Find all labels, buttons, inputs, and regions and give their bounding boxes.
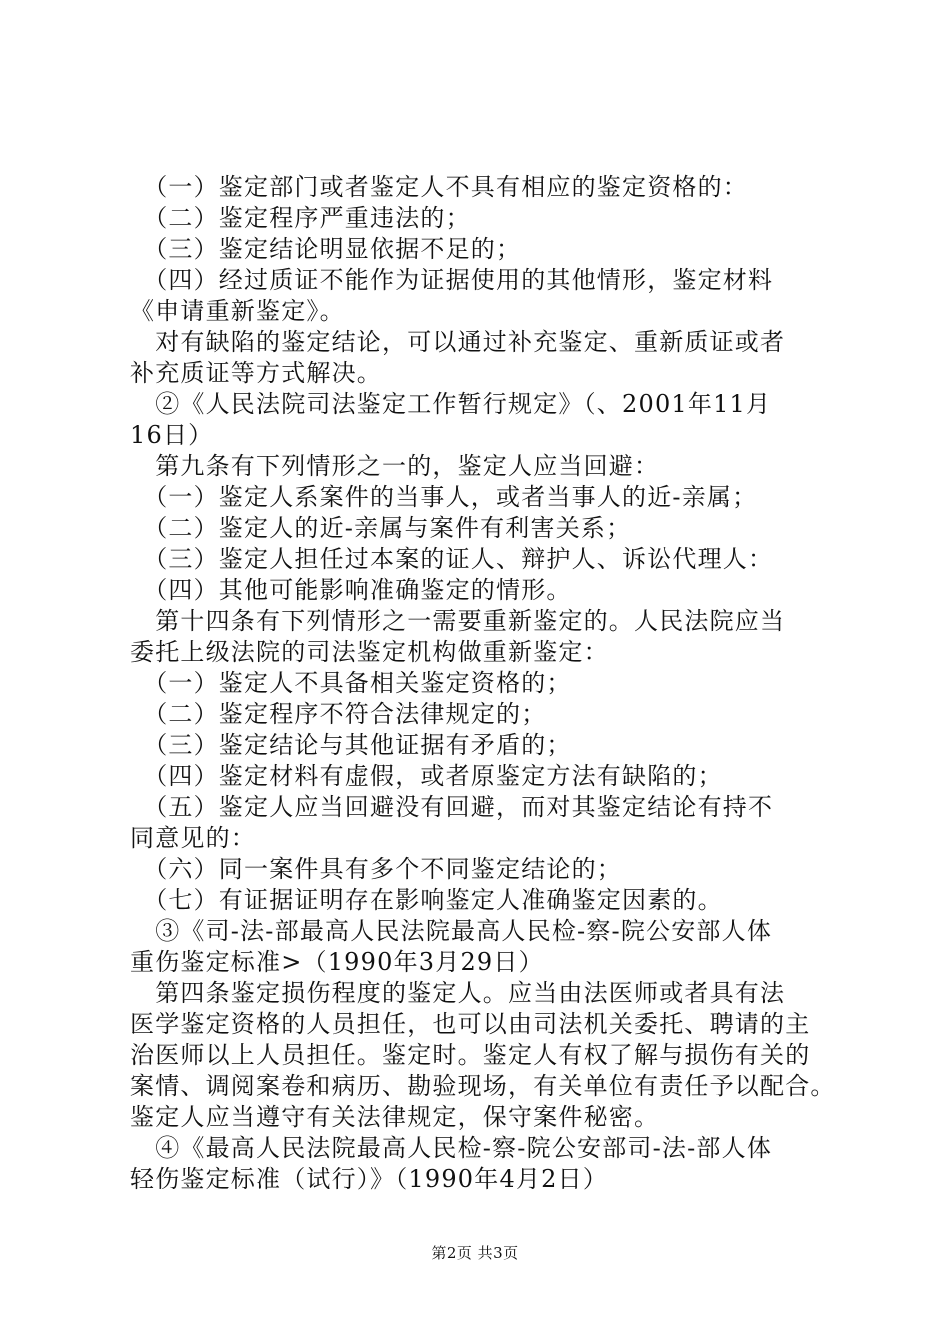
text-line: （四）鉴定材料有虚假，或者原鉴定方法有缺陷的； bbox=[130, 762, 723, 790]
text-line: （二）鉴定人的近-亲属与案件有利害关系； bbox=[130, 514, 632, 542]
text-line: （三）鉴定结论与其他证据有矛盾的； bbox=[130, 731, 572, 759]
text-line: 第十四条有下列情形之一需要重新鉴定的。人民法院应当 bbox=[130, 607, 786, 635]
text-line: 对有缺陷的鉴定结论，可以通过补充鉴定、重新质证或者 bbox=[130, 328, 786, 356]
text-line: （一）鉴定人不具备相关鉴定资格的； bbox=[130, 669, 572, 697]
text-line: 第四条鉴定损伤程度的鉴定人。应当由法医师或者具有法 bbox=[130, 979, 786, 1007]
text-line: 《申请重新鉴定》。 bbox=[130, 297, 345, 325]
text-line: 16日） bbox=[130, 421, 214, 449]
document-body bbox=[130, 172, 835, 1195]
text-line: 案情、调阅案卷和病历、勘验现场，有关单位有责任予以配合。 bbox=[130, 1072, 836, 1100]
text-line: 重伤鉴定标准>（1990年3月29日） bbox=[130, 948, 544, 976]
text-line: （六）同一案件具有多个不同鉴定结论的； bbox=[130, 855, 622, 883]
text-line: ②《人民法院司法鉴定工作暂行规定》（、2001年11月 bbox=[130, 390, 772, 418]
text-line: （四）经过质证不能作为证据使用的其他情形，鉴定材料 bbox=[130, 266, 774, 294]
page-footer: 第2页 共3页 bbox=[431, 1244, 519, 1262]
text-line: （二）鉴定程序不符合法律规定的； bbox=[130, 700, 547, 728]
text-line: 轻伤鉴定标准（试行）》（1990年4月2日） bbox=[130, 1165, 609, 1193]
text-line: 同意见的： bbox=[130, 824, 256, 852]
text-line: 补充质证等方式解决。 bbox=[130, 359, 382, 387]
text-line: （三）鉴定人担任过本案的证人、辩护人、诉讼代理人： bbox=[130, 545, 774, 573]
text-line: （一）鉴定人系案件的当事人，或者当事人的近-亲属； bbox=[130, 483, 758, 511]
text-line: （二）鉴定程序严重违法的； bbox=[130, 204, 471, 232]
text-line: 医学鉴定资格的人员担任，也可以由司法机关委托、聘请的主 bbox=[130, 1010, 811, 1038]
text-line: 第九条有下列情形之一的，鉴定人应当回避： bbox=[130, 452, 660, 480]
text-line: 委托上级法院的司法鉴定机构做重新鉴定： bbox=[130, 638, 609, 666]
text-line: （四）其他可能影响准确鉴定的情形。 bbox=[130, 576, 572, 604]
text-line: 治医师以上人员担任。鉴定时。鉴定人有权了解与损伤有关的 bbox=[130, 1041, 811, 1069]
text-line: （五）鉴定人应当回避没有回避，而对其鉴定结论有持不 bbox=[130, 793, 774, 821]
text-line: ④《最高人民法院最高人民检-察-院公安部司-法-部人体 bbox=[130, 1134, 773, 1162]
text-line: ③《司-法-部最高人民法院最高人民检-察-院公安部人体 bbox=[130, 917, 773, 945]
text-line: （一）鉴定部门或者鉴定人不具有相应的鉴定资格的： bbox=[130, 173, 748, 201]
text-line: （三）鉴定结论明显依据不足的； bbox=[130, 235, 522, 263]
text-line: （七）有证据证明存在影响鉴定人准确鉴定因素的。 bbox=[130, 886, 723, 914]
text-line: 鉴定人应当遵守有关法律规定，保守案件秘密。 bbox=[130, 1103, 660, 1131]
